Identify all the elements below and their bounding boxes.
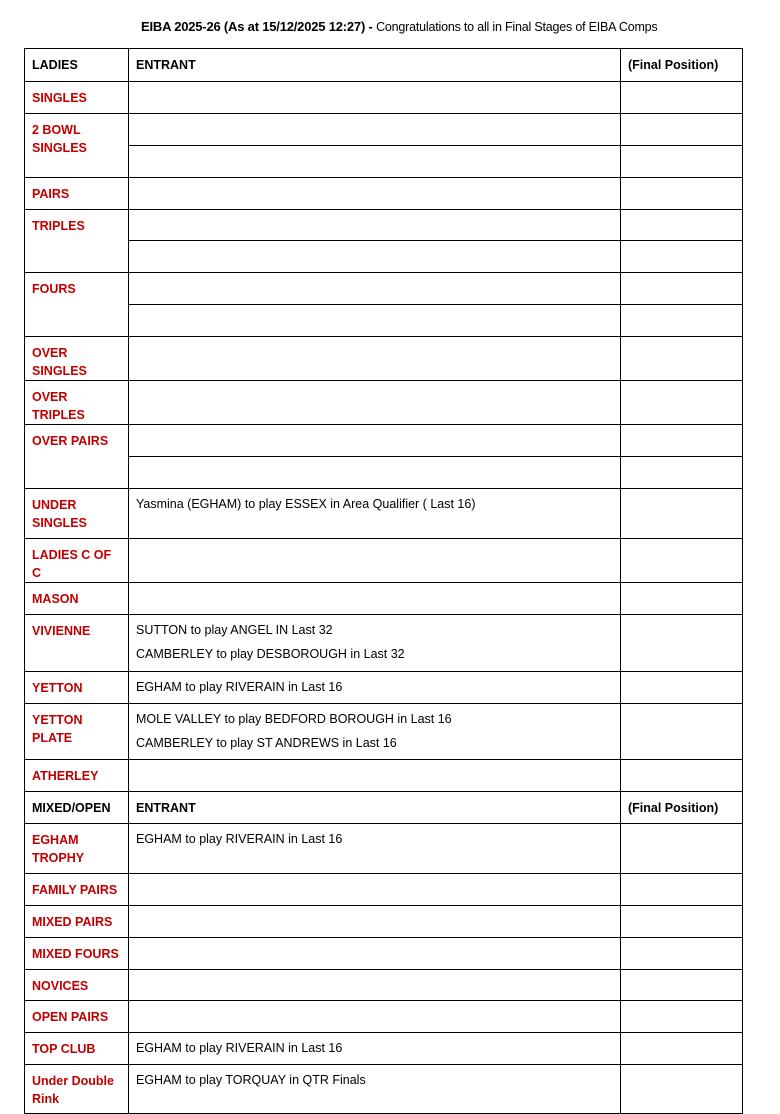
entrant-cell: [129, 241, 621, 273]
competition-label: [25, 970, 129, 1001]
competition-label: [25, 824, 129, 874]
header-entrant-text: ENTRANT: [136, 58, 196, 72]
final-position-cell: [621, 146, 743, 178]
competition-label-text: ATHERLEY: [32, 769, 99, 783]
entrant-cell: [129, 210, 621, 241]
entrant-cell: [129, 1001, 621, 1033]
final-position-cell: [621, 938, 743, 970]
competition-table: [24, 48, 743, 1114]
table-row: [25, 1065, 743, 1114]
header-entrant: [129, 49, 621, 82]
table-row: [25, 381, 743, 425]
header-entrant: [129, 792, 621, 824]
final-position-cell: [621, 457, 743, 489]
entrant-line: CAMBERLEY to play ST ANDREWS in Last 16: [136, 736, 397, 750]
header-position-text: (Final Position): [628, 58, 719, 72]
final-position-cell: [621, 970, 743, 1001]
table-row: [25, 305, 743, 337]
competition-label: [25, 760, 129, 792]
entrant-cell: [129, 874, 621, 906]
competition-label-text: VIVIENNE: [32, 624, 91, 638]
title-message: Congratulations to all in Final Stages of EIBA Comps: [376, 20, 658, 34]
final-position-cell: [621, 906, 743, 938]
section-header-row: [25, 792, 743, 824]
entrant-cell: [129, 1065, 621, 1114]
entrant-cell: [129, 704, 621, 760]
competition-label-text: SINGLES: [32, 91, 87, 105]
table-row: [25, 906, 743, 938]
final-position-cell: [621, 425, 743, 457]
final-position-cell: [621, 824, 743, 874]
header-category-text: LADIES: [32, 58, 78, 72]
competition-label: [25, 539, 129, 583]
final-position-cell: [621, 1065, 743, 1114]
competition-label-text: MIXED FOURS: [32, 947, 119, 961]
final-position-cell: [621, 704, 743, 760]
competition-label-text: FAMILY PAIRS: [32, 883, 118, 897]
header-category: [25, 792, 129, 824]
section-header-row: [25, 49, 743, 82]
table-row: [25, 760, 743, 792]
competition-label: [25, 1033, 129, 1065]
final-position-cell: [621, 615, 743, 672]
table-row: [25, 583, 743, 615]
table-row: [25, 457, 743, 489]
competition-label-text: OPEN PAIRS: [32, 1010, 109, 1024]
table-row: [25, 241, 743, 273]
entrant-line: SUTTON to play ANGEL IN Last 32: [136, 623, 333, 637]
entrant-cell: [129, 146, 621, 178]
entrant-cell: [129, 425, 621, 457]
competition-label: [25, 178, 129, 210]
competition-label-text: Under Double Rink: [32, 1074, 114, 1106]
competition-label-text: TOP CLUB: [32, 1042, 96, 1056]
competition-label-text: 2 BOWL SINGLES: [32, 123, 87, 155]
final-position-cell: [621, 672, 743, 704]
final-position-cell: [621, 381, 743, 425]
competition-label: [25, 337, 129, 381]
entrant-cell: [129, 824, 621, 874]
final-position-cell: [621, 489, 743, 539]
table-row: [25, 1001, 743, 1033]
entrant-line: CAMBERLEY to play DESBOROUGH in Last 32: [136, 647, 405, 661]
entrant-cell: [129, 273, 621, 305]
entrant-line: Yasmina (EGHAM) to play ESSEX in Area Qualifier ( Last 16): [136, 497, 476, 511]
competition-label-text: FOURS: [32, 282, 76, 296]
header-entrant-text: ENTRANT: [136, 801, 196, 815]
competition-label: [25, 1065, 129, 1114]
final-position-cell: [621, 305, 743, 337]
table-row: [25, 1033, 743, 1065]
header-category-text: MIXED/OPEN: [32, 801, 111, 815]
table-row: [25, 178, 743, 210]
competition-label-text: YETTON: [32, 681, 83, 695]
competition-label: [25, 583, 129, 615]
table-row: [25, 539, 743, 583]
table-row: [25, 704, 743, 760]
entrant-cell: [129, 615, 621, 672]
entrant-line: EGHAM to play RIVERAIN in Last 16: [136, 832, 343, 846]
table-row: [25, 874, 743, 906]
competition-label-text: OVER PAIRS: [32, 434, 109, 448]
competition-label: [25, 381, 129, 425]
header-position: [621, 792, 743, 824]
header-position-text: (Final Position): [628, 801, 719, 815]
final-position-cell: [621, 241, 743, 273]
competition-label: [25, 874, 129, 906]
table-row: [25, 425, 743, 457]
competition-label-text: YETTON PLATE: [32, 713, 83, 745]
table-row: [25, 114, 743, 146]
entrant-cell: [129, 906, 621, 938]
competition-label-text: TRIPLES: [32, 219, 85, 233]
entrant-cell: [129, 457, 621, 489]
final-position-cell: [621, 539, 743, 583]
entrant-line: EGHAM to play RIVERAIN in Last 16: [136, 680, 343, 694]
entrant-cell: [129, 938, 621, 970]
table-row: [25, 210, 743, 241]
final-position-cell: [621, 874, 743, 906]
entrant-line: MOLE VALLEY to play BEDFORD BOROUGH in Last 16: [136, 712, 452, 726]
table-row: [25, 337, 743, 381]
competition-label-text: EGHAM TROPHY: [32, 833, 85, 865]
entrant-cell: [129, 381, 621, 425]
competition-label: [25, 273, 129, 337]
competition-label: [25, 938, 129, 970]
competition-label: [25, 672, 129, 704]
final-position-cell: [621, 82, 743, 114]
competition-label-text: OVER SINGLES: [32, 346, 87, 378]
competition-label: [25, 114, 129, 178]
entrant-cell: [129, 114, 621, 146]
competition-label-text: MASON: [32, 592, 79, 606]
competition-label-text: LADIES C OF C: [32, 548, 112, 580]
competition-label: [25, 704, 129, 760]
table-row: [25, 938, 743, 970]
title-bold: EIBA 2025-26 (As at 15/12/2025 12:27) -: [141, 19, 373, 34]
competition-label: [25, 1001, 129, 1033]
competition-label: [25, 210, 129, 273]
final-position-cell: [621, 178, 743, 210]
entrant-cell: [129, 760, 621, 792]
entrant-cell: [129, 1033, 621, 1065]
entrant-cell: [129, 672, 621, 704]
competition-label: [25, 906, 129, 938]
competition-label-text: MIXED PAIRS: [32, 915, 113, 929]
competition-label-text: UNDER SINGLES: [32, 498, 87, 530]
final-position-cell: [621, 583, 743, 615]
competition-label: [25, 489, 129, 539]
table-row: [25, 824, 743, 874]
entrant-line: EGHAM to play TORQUAY in QTR Finals: [136, 1073, 366, 1087]
competition-label: [25, 82, 129, 114]
table-row: [25, 82, 743, 114]
final-position-cell: [621, 337, 743, 381]
final-position-cell: [621, 1033, 743, 1065]
entrant-cell: [129, 970, 621, 1001]
header-category: [25, 49, 129, 82]
final-position-cell: [621, 114, 743, 146]
entrant-cell: [129, 539, 621, 583]
final-position-cell: [621, 760, 743, 792]
table-row: [25, 615, 743, 672]
entrant-cell: [129, 337, 621, 381]
entrant-cell: [129, 178, 621, 210]
final-position-cell: [621, 1001, 743, 1033]
entrant-cell: [129, 583, 621, 615]
table-row: [25, 970, 743, 1001]
table-row: [25, 146, 743, 178]
table-row: [25, 489, 743, 539]
header-position: [621, 49, 743, 82]
entrant-line: EGHAM to play RIVERAIN in Last 16: [136, 1041, 343, 1055]
document-title: [141, 19, 657, 34]
final-position-cell: [621, 210, 743, 241]
competition-label-text: NOVICES: [32, 979, 89, 993]
competition-label-text: PAIRS: [32, 187, 70, 201]
competition-label: [25, 425, 129, 489]
competition-label-text: OVER TRIPLES: [32, 390, 85, 422]
table-row: [25, 672, 743, 704]
entrant-cell: [129, 305, 621, 337]
entrant-cell: [129, 82, 621, 114]
entrant-cell: [129, 489, 621, 539]
competition-label: [25, 615, 129, 672]
table-row: [25, 273, 743, 305]
final-position-cell: [621, 273, 743, 305]
